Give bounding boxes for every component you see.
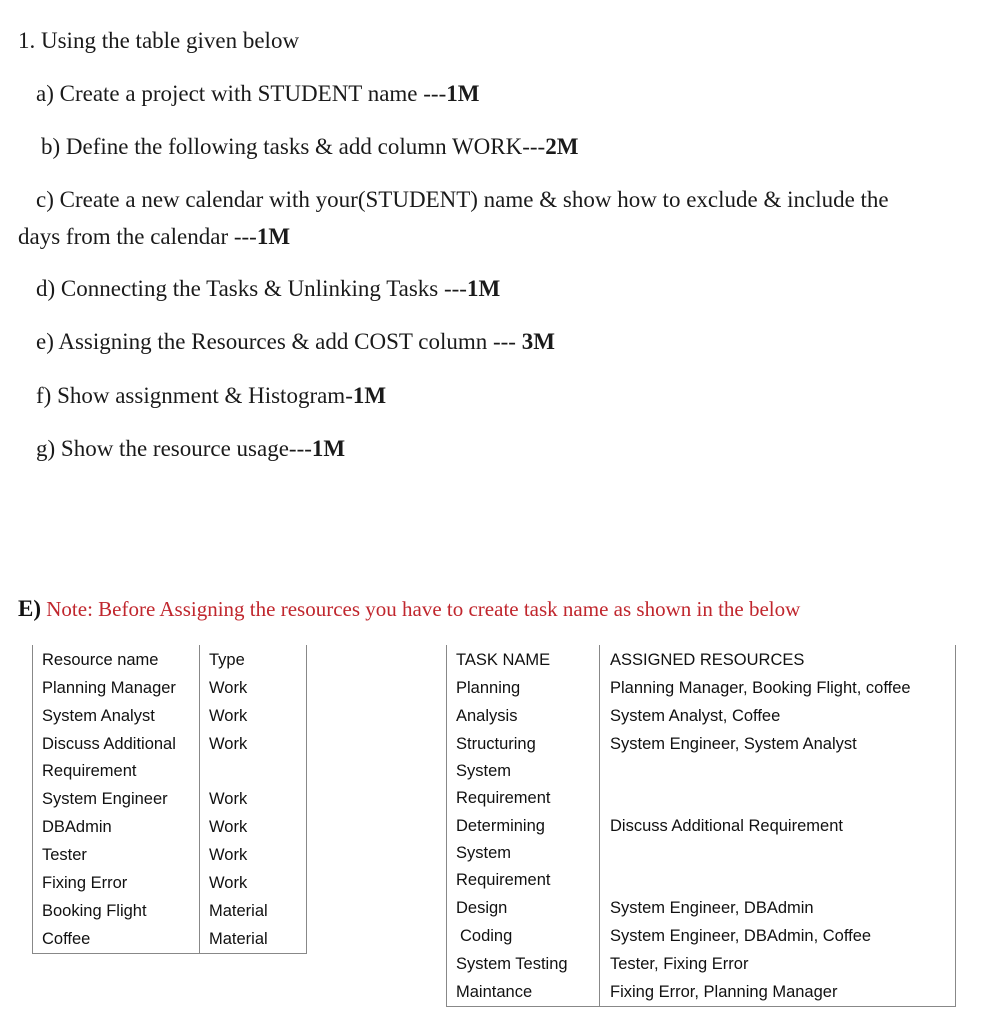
question-item-a — [36, 80, 479, 108]
note-prefix: E) — [18, 596, 41, 621]
task-name: Maintance — [456, 983, 533, 1001]
resource-type: Material — [209, 930, 268, 948]
task-name: Structuring — [456, 735, 536, 753]
resource-name: Tester — [42, 846, 87, 864]
resource-table — [32, 645, 307, 954]
item-text: a) Create a project with STUDENT name --- — [36, 81, 447, 106]
column-header: Type — [209, 651, 245, 669]
task-name: Determining — [456, 817, 545, 835]
task-name: System Testing — [456, 955, 568, 973]
task-name: System — [456, 762, 512, 780]
resource-name: System Analyst — [42, 707, 155, 725]
assigned-resources: Planning Manager, Booking Flight, coffee — [610, 679, 911, 697]
assigned-resources: System Engineer, DBAdmin — [610, 899, 814, 917]
task-name: Design — [456, 899, 508, 917]
resource-type: Work — [209, 818, 248, 836]
question-item-g — [36, 435, 345, 463]
item-text: d) Connecting the Tasks & Unlinking Tasks --- — [36, 276, 467, 301]
item-marks: 1M — [352, 383, 387, 408]
task-name: Requirement — [456, 789, 551, 807]
item-text: g) Show the resource usage--- — [36, 436, 312, 461]
task-table — [446, 645, 956, 1007]
item-marks: 1M — [311, 436, 346, 461]
task-name: Coding — [460, 927, 513, 945]
resource-name: Discuss Additional — [42, 735, 176, 753]
item-marks: 1M — [256, 224, 291, 249]
assigned-resources: Fixing Error, Planning Manager — [610, 983, 838, 1001]
resource-type: Work — [209, 846, 248, 864]
resource-name: DBAdmin — [42, 818, 112, 836]
resource-type: Work — [209, 679, 248, 697]
question-item-b — [41, 133, 578, 161]
task-name: System — [456, 844, 512, 862]
question-item-c-cont — [18, 223, 290, 251]
resource-name: Booking Flight — [42, 902, 147, 920]
resource-type: Material — [209, 902, 268, 920]
item-marks: 2M — [545, 134, 579, 159]
resource-name: Coffee — [42, 930, 91, 948]
item-text: b) Define the following tasks & add column WORK--- — [41, 134, 546, 159]
question-item-c — [36, 186, 889, 214]
assigned-resources: System Engineer, DBAdmin, Coffee — [610, 927, 872, 945]
item-marks: 3M — [521, 329, 555, 354]
resource-name: Fixing Error — [42, 874, 128, 892]
item-text: c) Create a new calendar with your(STUDENT) name & show how to exclude & include the — [36, 187, 889, 212]
column-header: Resource name — [42, 651, 159, 669]
note-text: Note: Before Assigning the resources you have to create task name as shown in the below — [41, 597, 801, 621]
resource-type: Work — [209, 874, 248, 892]
assigned-resources: Tester, Fixing Error — [610, 955, 749, 973]
question-item-f — [36, 382, 386, 410]
assigned-resources: System Analyst, Coffee — [610, 707, 781, 725]
column-header: TASK NAME — [456, 651, 551, 669]
task-name: Analysis — [456, 707, 518, 725]
resource-type: Work — [209, 735, 248, 753]
item-text: f) Show assignment & Histogram- — [36, 383, 353, 408]
column-header: ASSIGNED RESOURCES — [610, 651, 805, 669]
assigned-resources: Discuss Additional Requirement — [610, 817, 843, 835]
resource-name: Requirement — [42, 762, 137, 780]
question-heading: 1. Using the table given below — [18, 28, 300, 53]
resource-type: Work — [209, 790, 248, 808]
task-name: Planning — [456, 679, 521, 697]
note — [18, 596, 800, 622]
resource-name: Planning Manager — [42, 679, 176, 697]
task-name: Requirement — [456, 871, 551, 889]
item-marks: 1M — [466, 276, 501, 301]
item-text: days from the calendar --- — [18, 224, 257, 249]
resource-type: Work — [209, 707, 248, 725]
item-marks: 1M — [446, 81, 480, 106]
question-item-d — [36, 275, 500, 303]
question-item-e — [36, 328, 555, 356]
resource-name: System Engineer — [42, 790, 168, 808]
assigned-resources: System Engineer, System Analyst — [610, 735, 857, 753]
item-text: e) Assigning the Resources & add COST column --- — [36, 329, 522, 354]
